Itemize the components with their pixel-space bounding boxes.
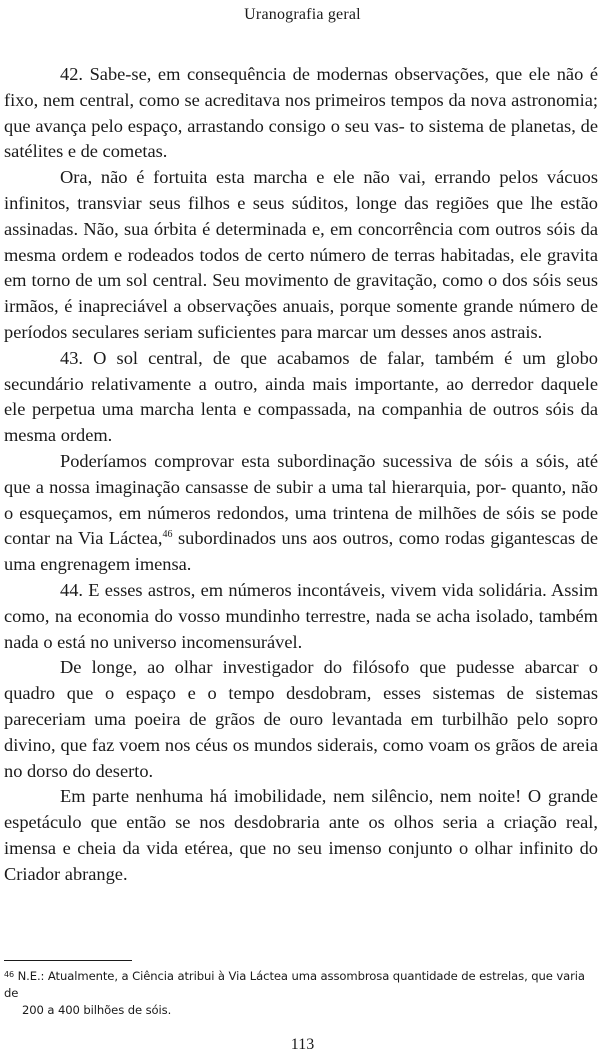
text-line: quadro que o espaço e o tempo desdobram, esses sistemas de sistemas bbox=[4, 683, 598, 704]
text-line: Ora, não é fortuita esta marcha e ele não vai, errando pelos vácuos bbox=[60, 167, 598, 188]
text-line: secundário relativamente a outro, ainda mais importante, ao derredor bbox=[4, 373, 534, 394]
footnote-divider bbox=[4, 960, 132, 961]
paragraph bbox=[4, 165, 598, 346]
text-line: grande espetáculo que então se nos desdobraria ante os olhos seria a bbox=[4, 786, 598, 833]
paragraph bbox=[4, 449, 598, 578]
text-line: o olhar infinito do Criador abrange. bbox=[4, 837, 598, 884]
text-line: quanto, não o esqueçamos, em números redondos, uma trintena de bbox=[4, 476, 598, 523]
paragraph-43 bbox=[4, 346, 598, 449]
text-line: isolado, também nada o está no universo incomensurável. bbox=[4, 605, 598, 652]
text-line: E esses astros, em números incontáveis, vivem vida solidária. bbox=[83, 579, 547, 600]
text-line: grãos de areia no dorso do deserto. bbox=[4, 734, 598, 781]
text-line: criação real, imensa e cheia da vida etérea, que no seu imenso conjunto bbox=[4, 812, 598, 858]
text-line: habitadas, ele gravita em torno de um sol central. Seu movimento de bbox=[4, 244, 598, 291]
paragraph bbox=[4, 784, 598, 887]
section-number: 44. bbox=[60, 579, 83, 600]
running-head: Uranografia geral bbox=[244, 6, 361, 23]
footnote-text: N.E.: Atualmente, a Ciência atribui à Via Láctea uma assombrosa quantidade de estrelas, que varia de bbox=[4, 969, 585, 1000]
text-line: suficientes para marcar um desses anos astrais. bbox=[197, 321, 543, 342]
paragraph-42 bbox=[4, 62, 598, 165]
footnote-reference[interactable]: 46 bbox=[162, 529, 173, 541]
text-line: até que a nossa imaginação cansasse de subir a uma tal hierarquia, por- bbox=[4, 450, 598, 497]
footnote bbox=[4, 966, 600, 1019]
text-line: daquele ele perpetua uma marcha lenta e compassada, na companhia de bbox=[4, 373, 598, 420]
text-line: gravitação, como o dos sóis seus irmãos, é inapreciável a observações bbox=[4, 270, 598, 317]
text-line: Poderíamos comprovar esta subordinação sucessiva de sóis a sóis, bbox=[60, 450, 570, 471]
text-line: De longe, ao olhar investigador do filósofo que pudesse abarcar o bbox=[60, 657, 598, 678]
section-number: 42. bbox=[60, 64, 83, 84]
footnote-number: 46 bbox=[4, 970, 14, 979]
text-line: anuais, porque somente grande número de períodos seculares seriam bbox=[4, 296, 598, 342]
paragraph bbox=[4, 655, 598, 784]
body-text bbox=[4, 62, 598, 888]
text-line: infinitos, transviar seus filhos e seus súditos, longe das regiões que lhe bbox=[4, 192, 553, 213]
text-line: estão assinadas. Não, sua órbita é determinada e, em concorrência com bbox=[4, 192, 598, 239]
footnote-text: 200 a 400 bilhões de sóis. bbox=[22, 1003, 172, 1017]
text-line: Sabe-se, em consequência de modernas observações, que ele bbox=[83, 64, 551, 84]
text-line: não é fixo, nem central, como se acreditava nos primeiros tempos da bbox=[4, 64, 598, 110]
text-line: sopro divino, que faz voem nos céus os mundos siderais, como voam os bbox=[4, 708, 598, 755]
text-line: nova astronomia; que avança pelo espaço, arrastando consigo o seu vas- bbox=[4, 89, 598, 136]
text-line: O sol central, de que acabamos de falar, também é um globo bbox=[83, 347, 598, 368]
text-line: subordinados uns aos bbox=[172, 528, 338, 549]
paragraph-44 bbox=[4, 578, 598, 655]
page-number: 113 bbox=[290, 1036, 315, 1053]
text-line: to sistema de planetas, de satélites e de cometas. bbox=[4, 115, 598, 162]
text-line: Assim como, na economia do vosso mundinho terrestre, nada se acha bbox=[4, 579, 598, 626]
text-line: outros sóis da mesma ordem e rodeados todos de certo número de terras bbox=[4, 218, 598, 265]
text-line: Em parte nenhuma há imobilidade, nem silêncio, nem noite! O bbox=[60, 786, 542, 807]
section-number: 43. bbox=[60, 347, 83, 368]
text-line: outros sóis da mesma ordem. bbox=[4, 399, 598, 446]
text-line: pareceriam uma poeira de grãos de ouro levantada em turbilhão pelo bbox=[4, 708, 549, 729]
text-line: outros, como rodas gigantescas de uma engrenagem imensa. bbox=[4, 528, 598, 575]
text-line: milhões de sóis se pode contar na Via Láctea, bbox=[4, 502, 599, 549]
